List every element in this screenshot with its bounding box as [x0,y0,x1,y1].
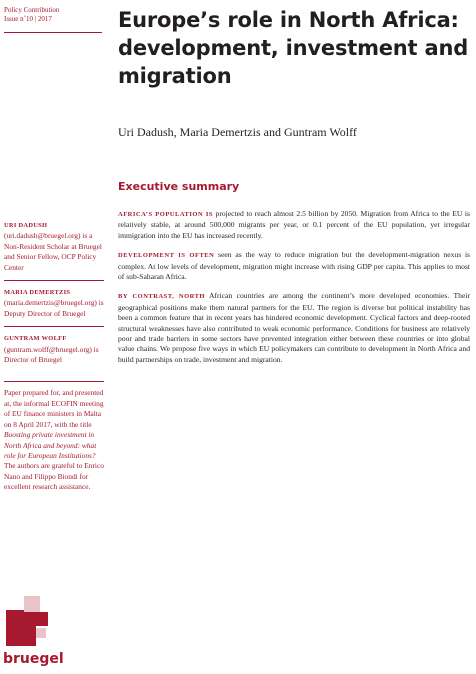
executive-summary-body [118,209,470,374]
author-sidebar [4,220,104,493]
logo-block-small [36,612,48,626]
paragraph-text: African countries are among the continent’s more developed economies. Their geographical positions make them natural partners for the EU. The region is diverse but political instability has been a common feature that in recent years has hindered economic development. Cyclical factors and deep-rooted structural weaknesses have also contributed to weak economic performance. Conditions for business are relatively poor and trade barriers in some sectors have prevented integration either between these countries or into global value chains. We propose five ways in which EU policymakers can contribute to development in North Africa and build partnerships on trade, investment and migration. [118,291,470,364]
series-name: Policy Contribution [4,6,60,14]
author-name: GUNTRAM WOLFF [4,335,67,343]
author-line: Uri Dadush, Maria Demertzis and Guntram Wolff [118,125,357,139]
paper-note-acknowledgement: The authors are grateful to Enrico Nano and Filippo Biondi for excellent research assistance. [4,461,104,492]
series-info [4,6,104,24]
paragraph-lead: AFRICA’S POPULATION IS [118,211,214,218]
logo-block-light-small [36,628,46,638]
paper-note-title: Boosting private investment in North Africa and beyond: what role for European Institutions? [4,430,97,460]
document-title: Europe’s role in North Africa: development, investment and migration [118,8,469,88]
author-bio-uri-dadush [4,220,104,273]
bruegel-logo-icon [6,596,50,646]
author-bio-guntram-wolff [4,333,104,365]
issue-number: Issue n˚10 | 2017 [4,15,52,23]
bruegel-logo-text: bruegel [3,651,64,667]
paragraph-lead: DEVELOPMENT IS OFTEN [118,252,215,260]
paper-note [4,388,104,492]
paper-note-intro: Paper prepared for, and presented at, the informal ECOFIN meeting of EU finance ministers in Malta on 8 April 2017, with the title [4,388,104,429]
sidebar-divider [4,326,104,327]
sidebar-divider [4,381,104,382]
author-bio-text: (guntram.wolff@bruegel.org) is Director of Bruegel [4,344,99,365]
author-name: URI DADUSH [4,222,48,229]
author-bio-text: (maria.demertzis@bruegel.org) is Deputy Director of Bruegel [4,298,104,318]
summary-paragraph [118,291,470,365]
author-name: MARIA DEMERTZIS [4,289,71,297]
paragraph-text: seen as the way to reduce migration but the development-migration nexus is complex. At low levels of development, migration might increase with rising GDP per capita. This applies to most of sub-Saharan Africa. [118,250,471,282]
paragraph-text: projected to reach almost 2.5 billion by 2050. Migration from Africa to the EU is relatively stable, at around 500,000 migrants per year, or 0.1 percent of the EU population, yet irregular immigration into the EU has increased recently. [118,209,470,240]
series-divider [4,32,102,33]
logo-block-light [24,596,40,612]
summary-paragraph [118,250,470,282]
logo-block-main [6,610,36,646]
author-bio-maria-demertzis [4,287,104,319]
author-bio-text: (uri.dadush@bruegel.org) is a Non-Resident Scholar at Bruegel and Senior Fellow, OCP Policy Center [4,231,102,272]
paragraph-lead: BY CONTRAST, NORTH [118,293,205,301]
executive-summary-heading: Executive summary [118,180,240,193]
sidebar-divider [4,280,104,281]
summary-paragraph [118,209,470,241]
